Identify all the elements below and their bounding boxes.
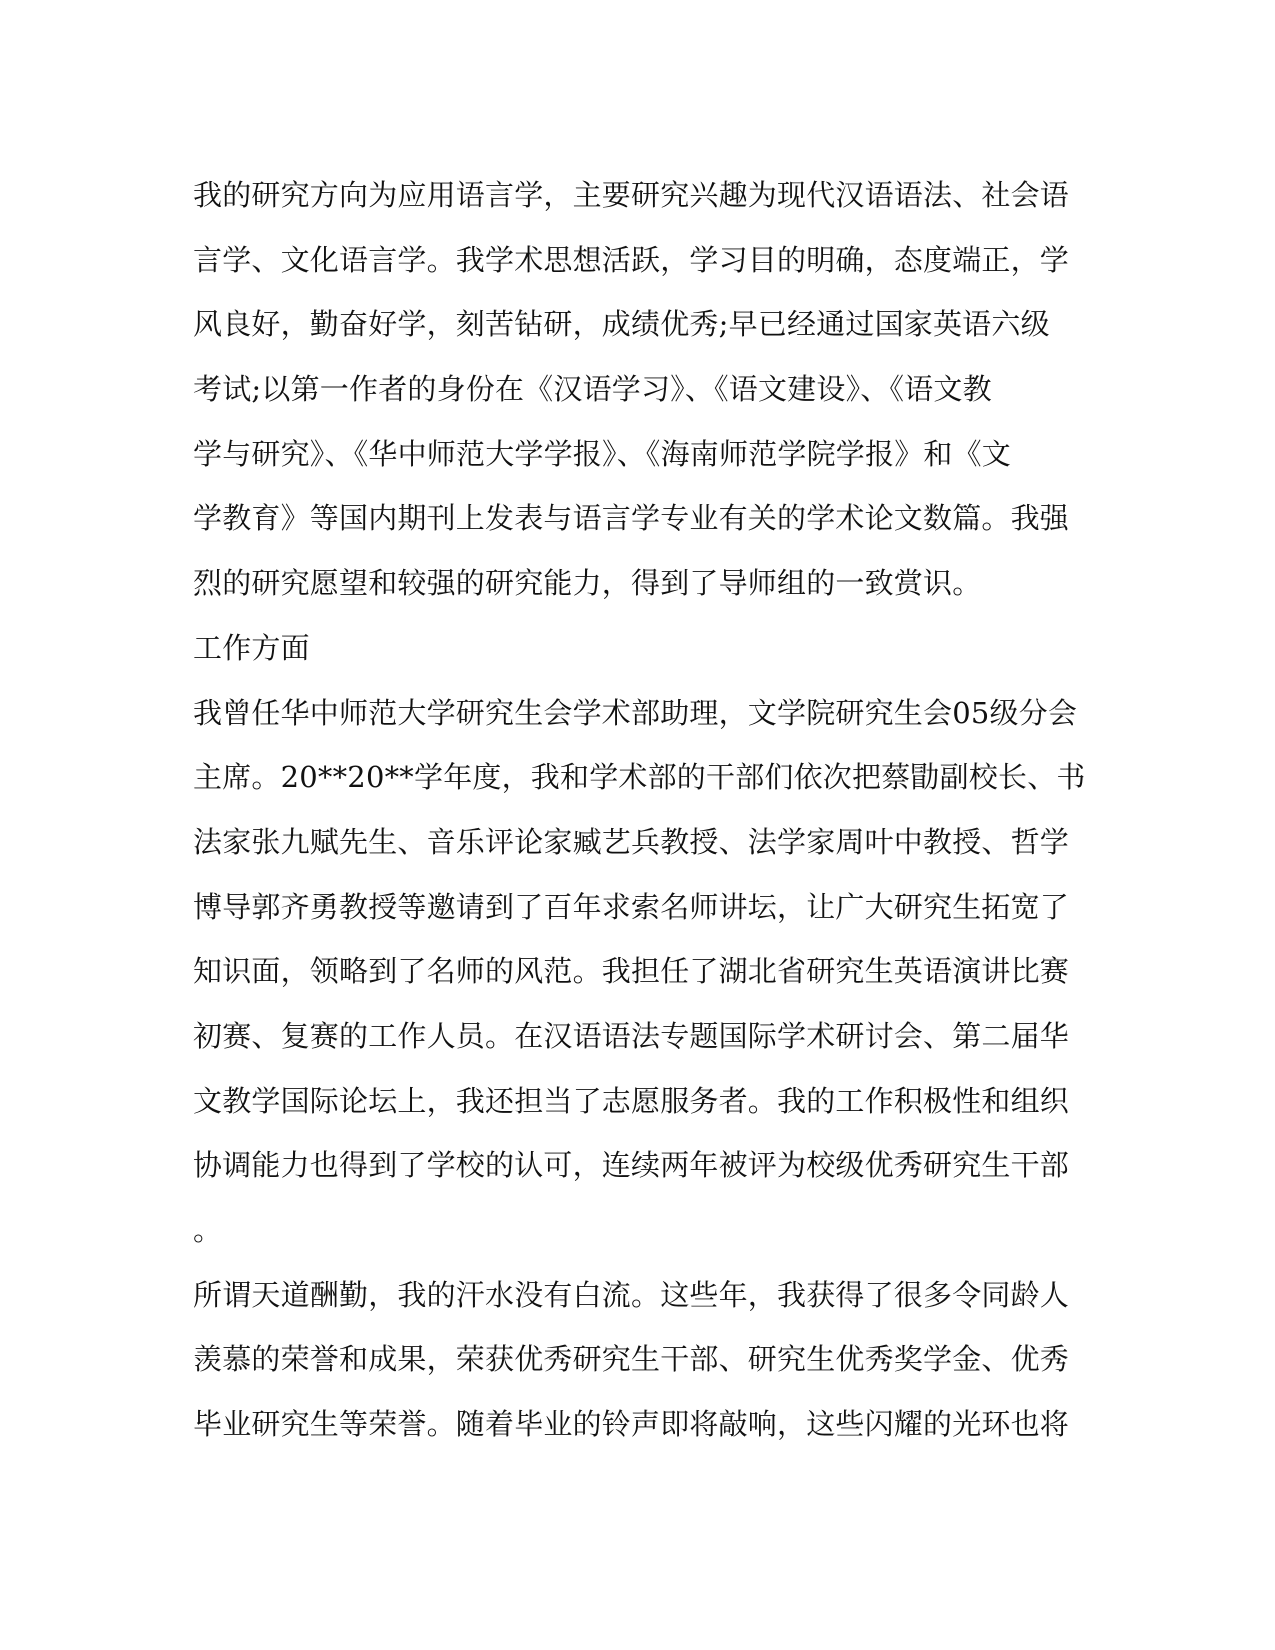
section-heading: 工作方面 [193,630,310,665]
text-line: 文教学国际论坛上，我还担当了志愿服务者。我的工作积极性和组织 [193,1083,1070,1118]
text-line: 我的研究方向为应用语言学，主要研究兴趣为现代汉语语法、社会语 [193,178,1070,212]
text-line: 博导郭齐勇教授等邀请到了百年求索名师讲坛，让广大研究生拓宽了 [193,889,1070,924]
text-line: 我曾任华中师范大学研究生会学术部助理，文学院研究生会05级分会 [193,695,1078,730]
text-line: 。 [193,1213,223,1247]
text-line: 言学、文化语言学。我学术思想活跃，学习目的明确，态度端正，学 [193,242,1070,277]
text-line: 学与研究》、《华中师范大学学报》、《海南师范学院学报》和《文 [193,436,1012,471]
text-line: 风良好，勤奋好学，刻苦钻研，成绩优秀;早已经通过国家英语六级 [193,307,1050,342]
text-line: 学教育》等国内期刊上发表与语言学专业有关的学术论文数篇。我强 [193,501,1070,536]
text-line: 考试;以第一作者的身份在《汉语学习》、《语文建设》、《语文教 [193,372,992,407]
text-line: 主席。20**20**学年度，我和学术部的干部们依次把蔡勖副校长、书 [193,760,1086,795]
text-line: 法家张九赋先生、音乐评论家臧艺兵教授、法学家周叶中教授、哲学 [193,824,1070,859]
body-text [193,163,1086,1457]
text-line: 所谓天道酬勤，我的汗水没有白流。这些年，我获得了很多令同龄人 [193,1277,1070,1312]
text-line: 知识面，领略到了名师的风范。我担任了湖北省研究生英语演讲比赛 [193,954,1070,989]
text-line: 羡慕的荣誉和成果，荣获优秀研究生干部、研究生优秀奖学金、优秀 [193,1342,1070,1377]
text-line: 协调能力也得到了学校的认可，连续两年被评为校级优秀研究生干部 [193,1148,1070,1183]
text-line: 烈的研究愿望和较强的研究能力，得到了导师组的一致赏识。 [193,566,982,601]
text-line: 初赛、复赛的工作人员。在汉语语法专题国际学术研讨会、第二届华 [193,1018,1070,1053]
text-line: 毕业研究生等荣誉。随着毕业的铃声即将敲响，这些闪耀的光环也将 [193,1407,1070,1442]
